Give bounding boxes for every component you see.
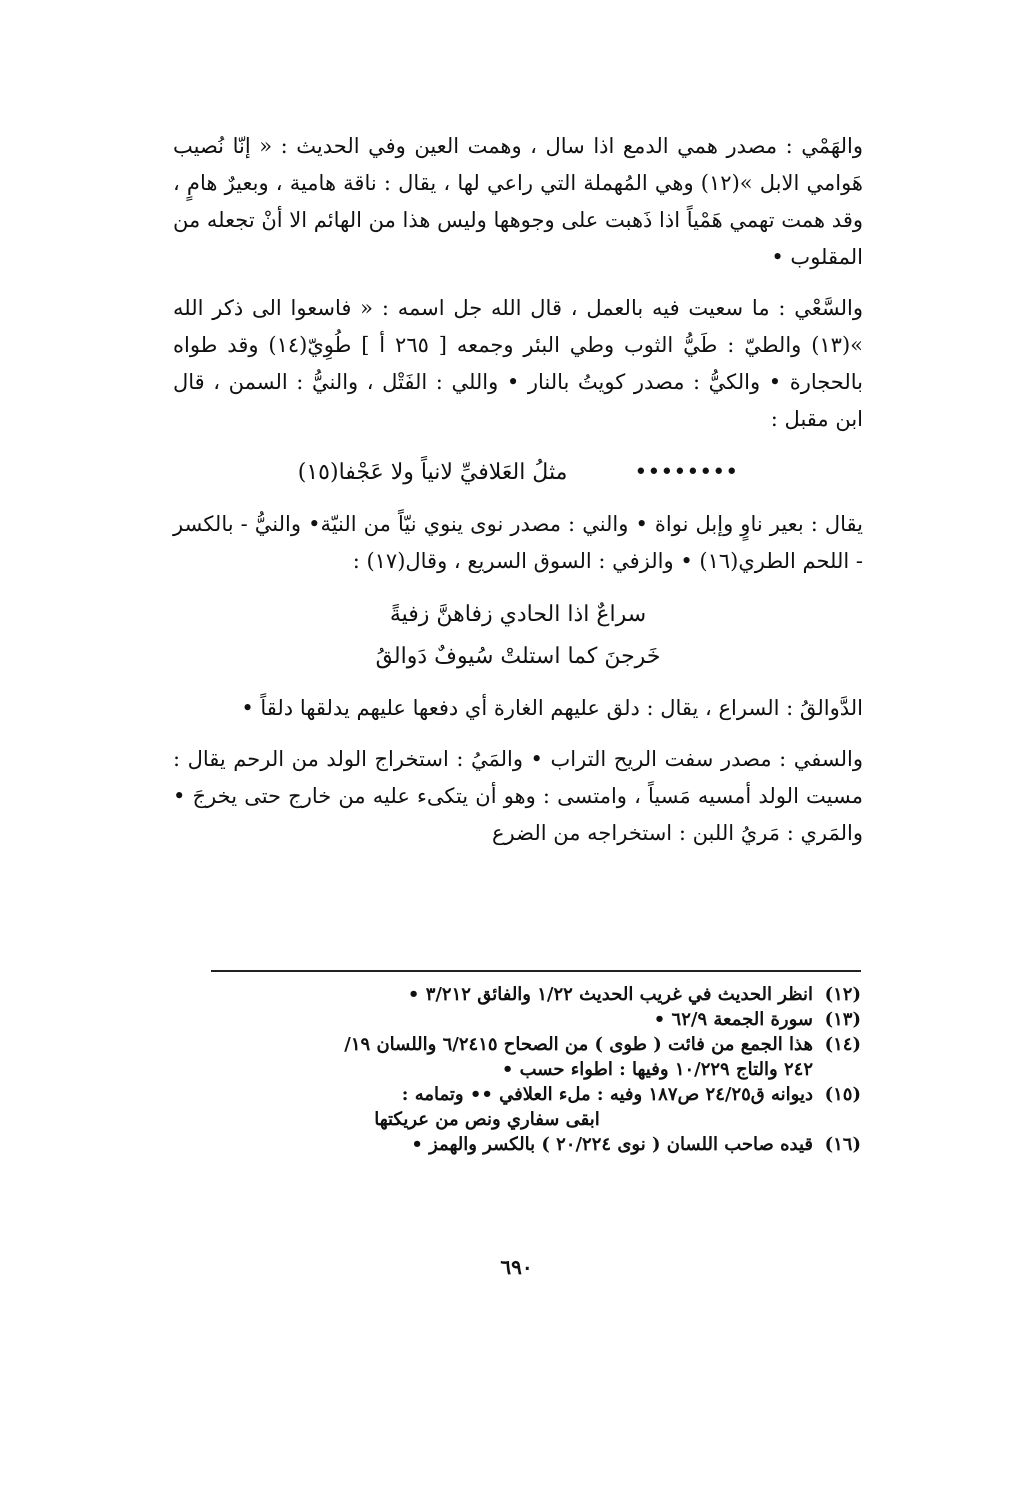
footnote-continuation: ابقى سفاري ونص من عريكتها bbox=[374, 1109, 600, 1130]
verse-line-2: خَرجنَ كما استلتْ سُيوفٌ دَوالقُ bbox=[375, 644, 661, 669]
main-text bbox=[173, 128, 863, 866]
verse-text: مثلُ العَلافيِّ لانياً ولا عَجْفا(١٥) bbox=[297, 460, 568, 485]
footnotes bbox=[161, 982, 861, 1157]
footnote-divider bbox=[211, 970, 861, 972]
footnote-number: (١٦) bbox=[824, 1134, 861, 1155]
footnote-text: ديوانه ق٢٤/٢٥ ص١٨٧ وفيه : ملء العلافي •• وتمامه : bbox=[401, 1084, 813, 1105]
verse-ellipsis: •••••••• bbox=[634, 460, 739, 485]
footnote bbox=[161, 1007, 861, 1032]
paragraph: والسَّعْي : ما سعيت فيه بالعمل ، قال الله جل اسمه : « فاسعوا الى ذكر الله »(١٣) والطيّ : طَيُّ الثوب وطي البئر وجمعه [ ٢٦٥ أ ] طُوِيّ(١٤) وقد طواه بالحجارة • والكيُّ : مصدر كويتُ بالنار • واللي : الفَتْل ، والنيُّ : السمن ، قال ابن مقبل : bbox=[173, 296, 863, 431]
footnote-text: هذا الجمع من فائت ( طوى ) من الصحاح ٦/٢٤١٥ واللسان ١٩/ bbox=[344, 1034, 813, 1055]
verse-line-1: سراعٌ اذا الحادي زفاهنَّ زفيةً bbox=[389, 602, 647, 627]
paragraph: والهَمْي : مصدر همي الدمع اذا سال ، وهمت العين وفي الحديث : « إنّا نُصيب هَوامي الابل »(١٢) وهي المُهملة التي راعي لها ، يقال : ناقة هامية ، وبعيرٌ هامٍ ، وقد همت تهمي هَمْياً اذا ذَهبت على وجوهها وليس هذا من الهائم الا أنْ تجعله من المقلوب • bbox=[173, 134, 863, 269]
paragraph: الدَّوالقُ : السراع ، يقال : دلق عليهم الغارة أي دفعها عليهم يدلقها دلقاً • bbox=[241, 696, 863, 720]
footnote-number: (١٤) bbox=[824, 1034, 861, 1055]
verse-quote bbox=[173, 452, 863, 494]
footnote-text: انظر الحديث في غريب الحديث ١/٢٢ والفائق ٣/٢١٢ • bbox=[407, 984, 813, 1005]
footnote bbox=[161, 1032, 861, 1057]
footnote bbox=[161, 1132, 861, 1157]
paragraph: يقال : بعير ناوٍ وإبل نواة • والني : مصدر نوى ينوي نيّاً من النيّة• والنيُّ - بالكسر - اللحم الطري(١٦) • والزفي : السوق السريع ، وقال(١٧) : bbox=[173, 512, 863, 573]
verse-couplet bbox=[173, 594, 863, 678]
footnote-number: (١٢) bbox=[824, 984, 861, 1005]
footnote-text: سورة الجمعة ٦٢/٩ • bbox=[653, 1009, 813, 1030]
paragraph: والسفي : مصدر سفت الريح التراب • والمَيُ : استخراج الولد من الرحم يقال : مسيت الولد أمسيه مَسياً ، وامتسى : وهو أن يتكىء عليه من خارج حتى يخرجَ • والمَري : مَريُ اللبن : استخراجه من الضرع bbox=[173, 747, 863, 845]
footnote-text: قيده صاحب اللسان ( نوى ٢٠/٢٢٤ ) بالكسر والهمز • bbox=[411, 1134, 813, 1155]
footnote bbox=[161, 982, 861, 1007]
footnote-number: (١٥) bbox=[824, 1084, 861, 1105]
footnote-number: (١٣) bbox=[824, 1009, 861, 1030]
footnote bbox=[161, 1082, 861, 1107]
page-number: ٦٩٠ bbox=[500, 1255, 533, 1279]
footnote-continuation: ٢٤٢ والتاج ١٠/٢٢٩ وفيها : اطواء حسب • bbox=[501, 1059, 813, 1080]
